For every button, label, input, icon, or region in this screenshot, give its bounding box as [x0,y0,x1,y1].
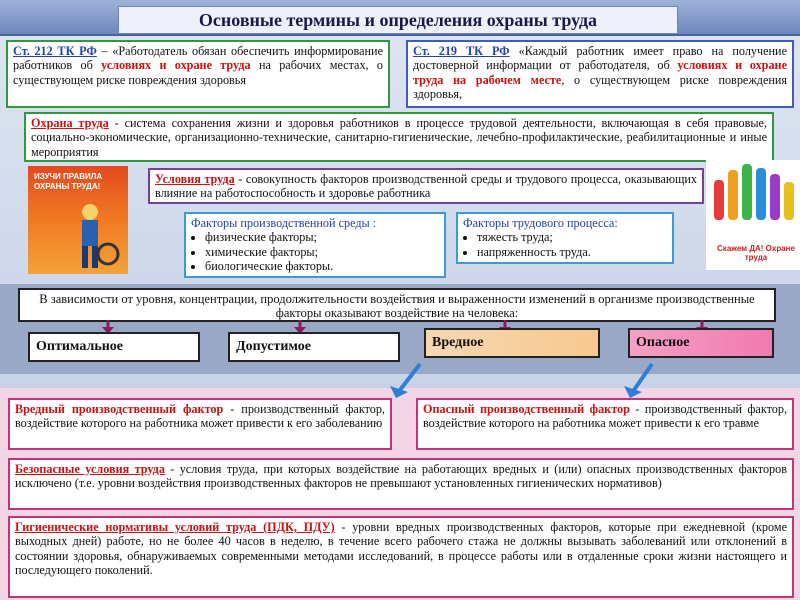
process-factors-title: Факторы трудового процесса: [463,216,618,230]
safe-conditions-definition [8,458,794,510]
process-factor-item: • тяжесть труда; [477,230,667,244]
process-factor-item: • напряженность труда. [477,245,667,259]
article-219-box [406,40,794,108]
article-212-ref: Ст. 212 ТК РФ [13,44,97,58]
dangerous-factor-text: - производственный фактор, воздействие которого на работника может привести к его травме [423,402,787,431]
article-212-highlight: условиях и охране труда [101,58,251,73]
level-dangerous: Опасное [628,328,774,358]
safe-conditions-term: Безопасные условия труда [15,462,165,476]
level-optimal: Оптимальное [28,332,200,362]
dependence-statement: В зависимости от уровня, концентрации, продолжительности воздействия и выраженности изменений в организме производственные факторы оказывают воздействие на человека: [18,288,776,322]
hands-icon [706,160,800,240]
environment-factor-item: • физические факторы; [205,230,439,244]
article-219-text1: «Каждый работник имеет право на получение достоверной информации от работодателя, об [413,44,787,73]
environment-factors-title: Факторы производственной среды : [191,216,377,230]
article-212-box [6,40,390,108]
working-conditions-text: - совокупность факторов производственной среды и трудового процесса, оказывающих влияние на работоспособность и здоровье работника [155,172,697,201]
labor-protection-definition [24,112,774,162]
dangerous-factor-definition [416,398,794,450]
process-factors-box [456,212,674,264]
poster-caption: ИЗУЧИ ПРАВИЛА ОХРАНЫ ТРУДА! [34,172,103,191]
environment-factor-item: • химические факторы; [205,245,439,259]
level-harmful: Вредное [424,328,600,358]
article-212-text1: – «Работодатель обязан обеспечить информирование работников об [13,44,383,73]
article-219-ref: Ст. 219 ТК РФ [413,44,510,58]
dangerous-factor-term: Опасный производственный фактор [423,402,630,416]
level-acceptable: Допустимое [228,332,400,362]
hygiene-norms-term: Гигиенические нормативы условий труда (ПДК, ПДУ) [15,520,335,534]
harmful-factor-definition [8,398,392,450]
harmful-factor-term: Вредный производственный фактор [15,402,224,416]
hands-caption: Скажем ДА! Охране труда [717,244,795,262]
article-212-text2: на рабочих местах, о существующем риске повреждения здоровья [13,58,384,87]
environment-factors-box [184,212,446,278]
hygiene-norms-definition [8,516,794,598]
harmful-factor-text: - производственный фактор, воздействие которого на работника может привести к его заболеванию [15,402,385,431]
article-219-highlight: условиях и охране труда на рабочем месте [413,58,787,87]
labor-protection-text: - система сохранения жизни и здоровья работников в процессе трудовой деятельности, включающая в себя правовые, социально-экономические, организационно-технические, санитарно-гигиенические, лечебно-профилактические, реабилитационные и иные мероприятия [31,116,767,159]
labor-protection-term: Охрана труда [31,116,109,130]
working-conditions-definition [148,168,704,204]
factor-arrows [0,360,800,400]
working-conditions-term: Условия труда [155,172,235,186]
article-219-text2: , о существующем риске повреждения здоровья, [413,72,787,101]
environment-factor-item: • биологические факторы. [205,259,439,273]
hygiene-norms-text: - уровни вредных производственных факторов, которые при ежедневной (кроме выходных дней) работе, но не более 40 часов в неделю, в течение всего рабочего стажа не должны вызывать заболеваний или отклонений в состоянии здоровья, обнаруживаемых современными методами исследований, в процессе работы или в отдаленные сроки жизни настоящего и последующего поколений. [15,520,787,577]
safe-conditions-text: - условия труда, при которых воздействие на работающих вредных и (или) опасных производственных факторов исключено (т.е. уровни воздействия производственных факторов не превышают установленных гигиенических нормативов) [15,462,787,491]
page-title: Основные термины и определения охраны труда [118,6,678,34]
